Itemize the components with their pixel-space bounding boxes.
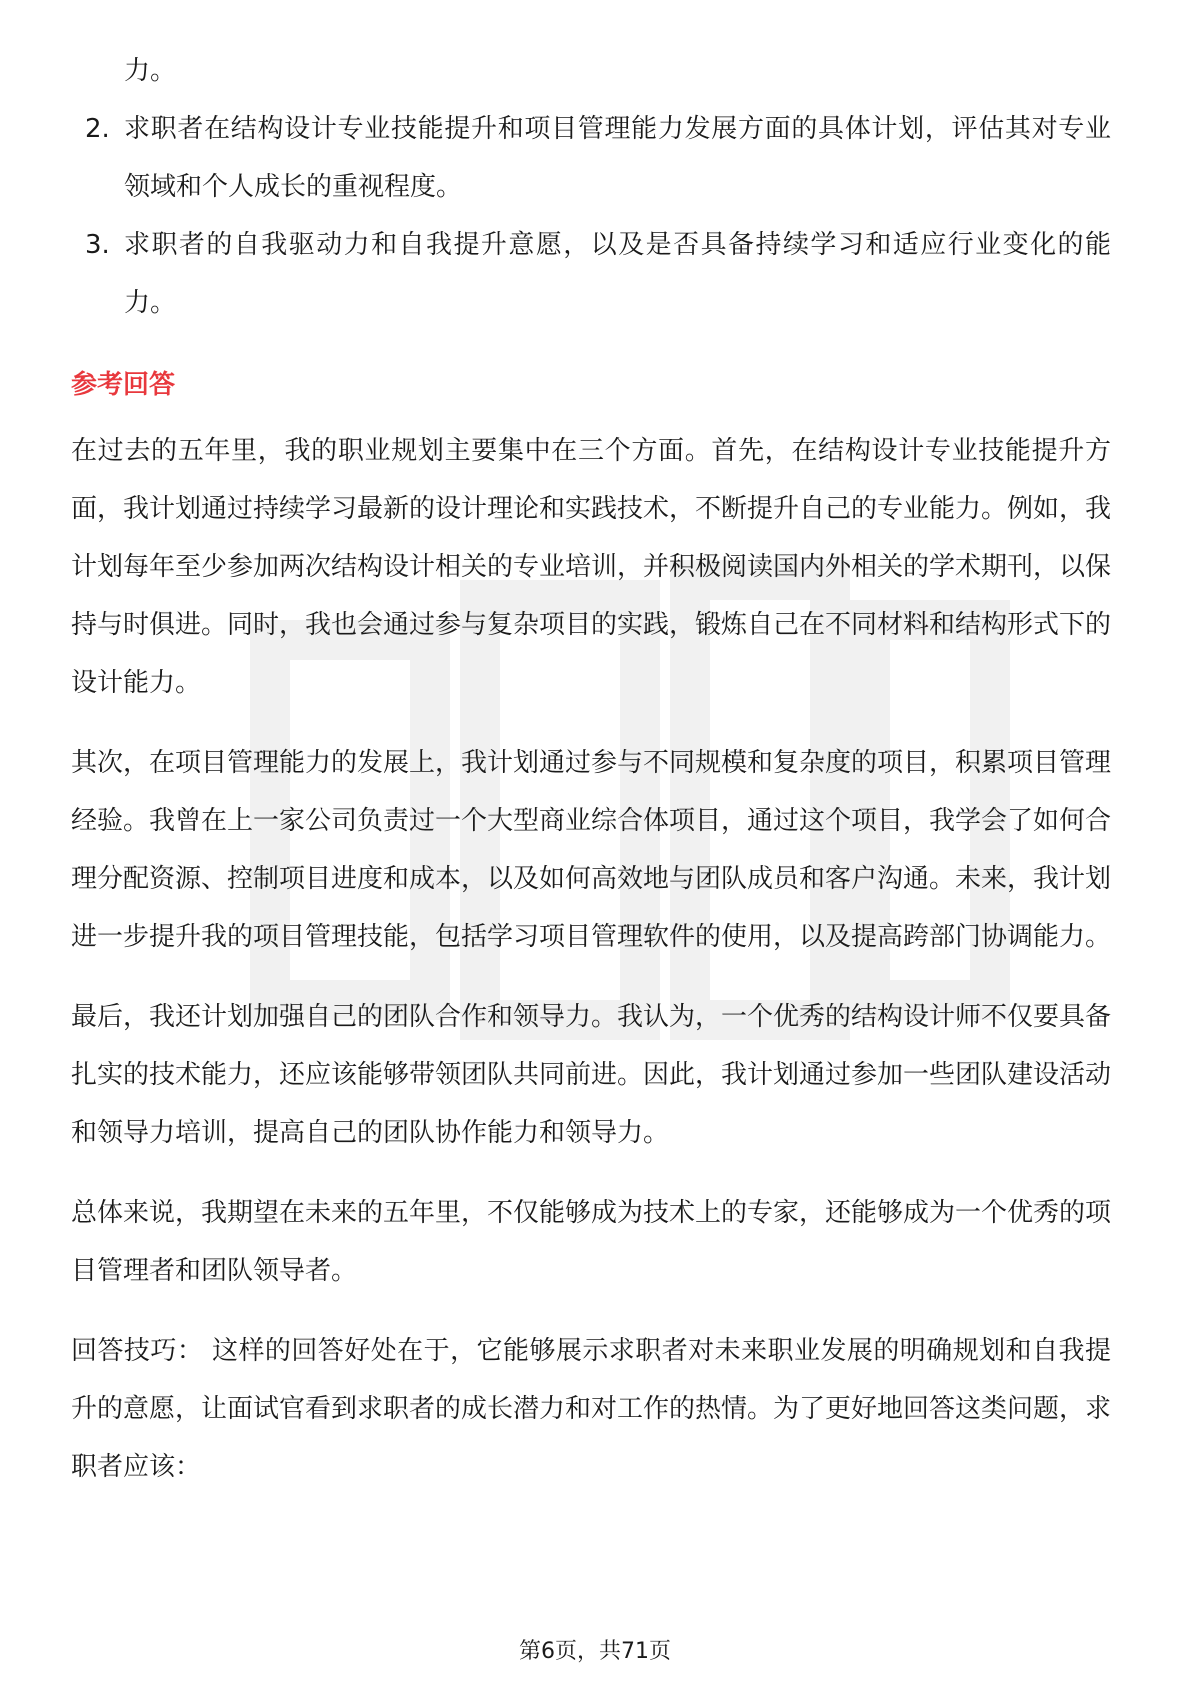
- list-item-text: 求职者在结构设计专业技能提升和项目管理能力发展方面的具体计划，评估其对专业领域和个人成长的重视程度。: [124, 114, 1111, 202]
- page-footer: 第6页，共71页: [519, 1639, 671, 1664]
- list-number: 2.: [85, 114, 110, 144]
- list-item: [71, 216, 1111, 332]
- list-item-continuation: 力。: [124, 56, 177, 86]
- list-item: [71, 100, 1111, 216]
- answer-paragraph: 其次，在项目管理能力的发展上，我计划通过参与不同规模和复杂度的项目，积累项目管理经验。我曾在上一家公司负责过一个大型商业综合体项目，通过这个项目，我学会了如何合理分配资源、控制项目进度和成本，以及如何高效地与团队成员和客户沟通。未来，我计划进一步提升我的项目管理技能，包括学习项目管理软件的使用，以及提高跨部门协调能力。: [71, 748, 1112, 952]
- answer-tips-paragraph: 回答技巧： 这样的回答好处在于，它能够展示求职者对未来职业发展的明确规划和自我提升的意愿，让面试官看到求职者的成长潜力和对工作的热情。为了更好地回答这类问题，求职者应该：: [71, 1336, 1112, 1482]
- list-number: 3.: [85, 230, 110, 260]
- answer-paragraph: 最后，我还计划加强自己的团队合作和领导力。我认为，一个优秀的结构设计师不仅要具备扎实的技术能力，还应该能够带领团队共同前进。因此，我计划通过参加一些团队建设活动和领导力培训，提高自己的团队协作能力和领导力。: [71, 1002, 1112, 1148]
- list-item-text: 求职者的自我驱动力和自我提升意愿，以及是否具备持续学习和适应行业变化的能力。: [124, 230, 1111, 318]
- answer-paragraph: 在过去的五年里，我的职业规划主要集中在三个方面。首先，在结构设计专业技能提升方面，我计划通过持续学习最新的设计理论和实践技术，不断提升自己的专业能力。例如，我计划每年至少参加两次结构设计相关的专业培训，并积极阅读国内外相关的学术期刊，以保持与时俱进。同时，我也会通过参与复杂项目的实践，锻炼自己在不同材料和结构形式下的设计能力。: [71, 436, 1112, 698]
- document-body: [71, 42, 1111, 1518]
- answer-paragraph: 总体来说，我期望在未来的五年里，不仅能够成为技术上的专家，还能够成为一个优秀的项目管理者和团队领导者。: [71, 1198, 1112, 1286]
- section-heading: 参考回答: [71, 370, 176, 400]
